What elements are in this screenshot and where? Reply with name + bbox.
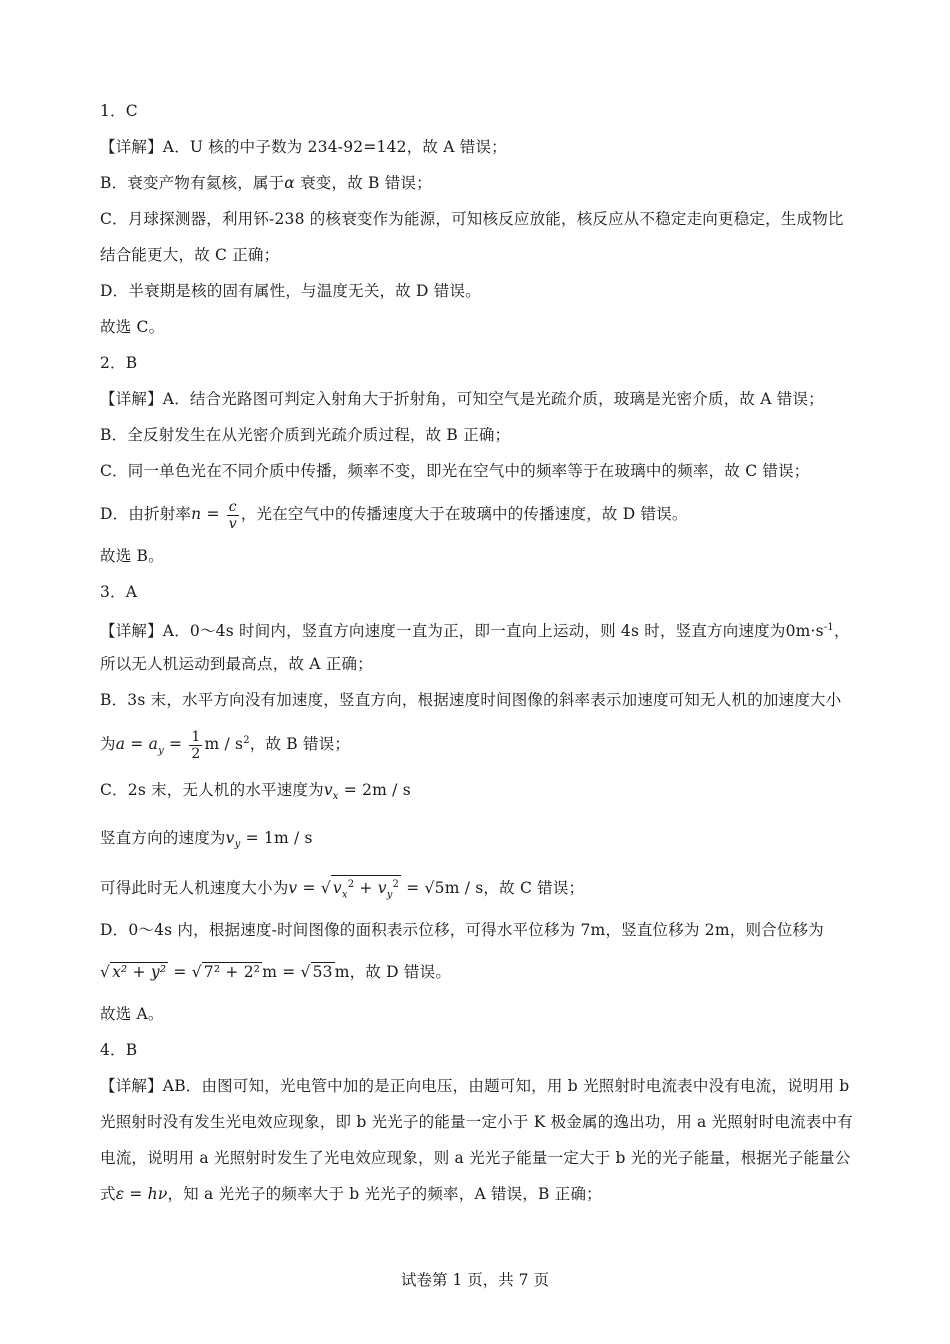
fraction-c-over-v: $\frac{c}{v}$	[228, 498, 237, 532]
q3-option-b-line2: 为$a = a_y$ = $\frac{1}{2}$ m / $s^2$，故 B 错误；	[100, 728, 351, 762]
q1-option-c-line2: 结合能更大，故 C 正确；	[100, 246, 280, 264]
q3-option-a-line1: 【详解】A．0～4s 时间内，竖直方向速度一直为正，即一直向上运动，则 4s 时，竖直方向速度为$0m\cdot s^{-1}$，	[100, 622, 850, 641]
q2-option-a: 【详解】A．结合光路图可判定入射角大于折射角，可知空气是光疏介质，玻璃是光密介质，故 A 错误；	[100, 390, 824, 408]
q2-option-b: B．全反射发生在从光密介质到光疏介质过程，故 B 正确；	[100, 426, 511, 444]
q4-detail-line1: 【详解】AB．由图可知，光电管中加的是正向电压，由题可知，用 b 光照射时电流表中没有电流，说明用 b	[100, 1077, 850, 1095]
question-1-answer: 1．C	[100, 102, 138, 120]
sqrt-x2-y2: x² + y²	[112, 963, 167, 981]
q2-selection: 故选 B。	[100, 547, 164, 565]
q3-option-d-line2: √ x² + y² = √ 7² + 2² m = √ 53 m，故 D 错误。	[100, 963, 452, 981]
q3-option-c-line1: C．2s 末，无人机的水平速度为$v_x = 2m / s$	[100, 781, 411, 803]
q4-detail-line3: 电流，说明用 a 光照射时发生了光电效应现象，则 a 光光子能量一定大于 b 光的光子能量，根据光子能量公	[100, 1149, 851, 1167]
q1-option-a: 【详解】A．U 核的中子数为 234-92=142，故 A 错误；	[100, 138, 507, 156]
q3-option-c-line3: 可得此时无人机速度大小为v = √ $v_x^2 + v_y^2 = √5m / s$，故 C 错误；	[100, 875, 860, 904]
fraction-one-half: $\frac{1}{2}$	[191, 728, 201, 762]
sqrt-7-2: 7² + 2²	[203, 963, 261, 981]
q3-option-c-line2: 竖直方向的速度为$v_y = 1m / s$	[100, 829, 313, 851]
sqrt-53: 53	[312, 963, 333, 981]
question-2-answer: 2．B	[100, 354, 138, 372]
page-footer: 试卷第 1 页，共 7 页	[401, 1271, 549, 1289]
q4-detail-line2: 光照射时没有发生光电效应现象，即 b 光光子的能量一定小于 K 极金属的逸出功，用 a 光照射时电流表中有	[100, 1113, 853, 1131]
q1-option-d: D．半衰期是核的固有属性，与温度无关，故 D 错误。	[100, 282, 481, 300]
q3-option-a-line2: 所以无人机运动到最高点，故 A 正确；	[100, 655, 373, 673]
question-4-answer: 4．B	[100, 1041, 138, 1059]
q1-selection: 故选 C。	[100, 318, 165, 336]
q3-selection: 故选 A。	[100, 1005, 164, 1023]
q3-option-d-line1: D．0～4s 内，根据速度-时间图像的面积表示位移，可得水平位移为 7m，竖直位移为 2m，则合位移为	[100, 921, 824, 939]
q1-option-c-line1: C．月球探测器，利用钚-238 的核衰变作为能源，可知核反应放能，核反应从不稳定走向更稳定，生成物比	[100, 210, 844, 228]
question-3-answer: 3．A	[100, 583, 138, 601]
sqrt-vx2-vy2: $v_x^2 + v_y^2$	[331, 875, 401, 904]
q3-option-b-line1: B．3s 末，水平方向没有加速度，竖直方向，根据速度时间图像的斜率表示加速度可知无人机的加速度大小	[100, 691, 842, 709]
q1-option-b: B．衰变产物有氦核，属于α 衰变，故 B 错误；	[100, 174, 432, 192]
q2-option-c: C．同一单色光在不同介质中传播，频率不变，即光在空气中的频率等于在玻璃中的频率，故 C 错误；	[100, 462, 810, 480]
q2-option-d: D．由折射率n = $\frac{c}{v}$ ，光在空气中的传播速度大于在玻璃中的传播速度，故 D 错误。	[100, 498, 688, 532]
q4-detail-line4: 式ε = hν，知 a 光光子的频率大于 b 光光子的频率，A 错误，B 正确；	[100, 1185, 602, 1203]
